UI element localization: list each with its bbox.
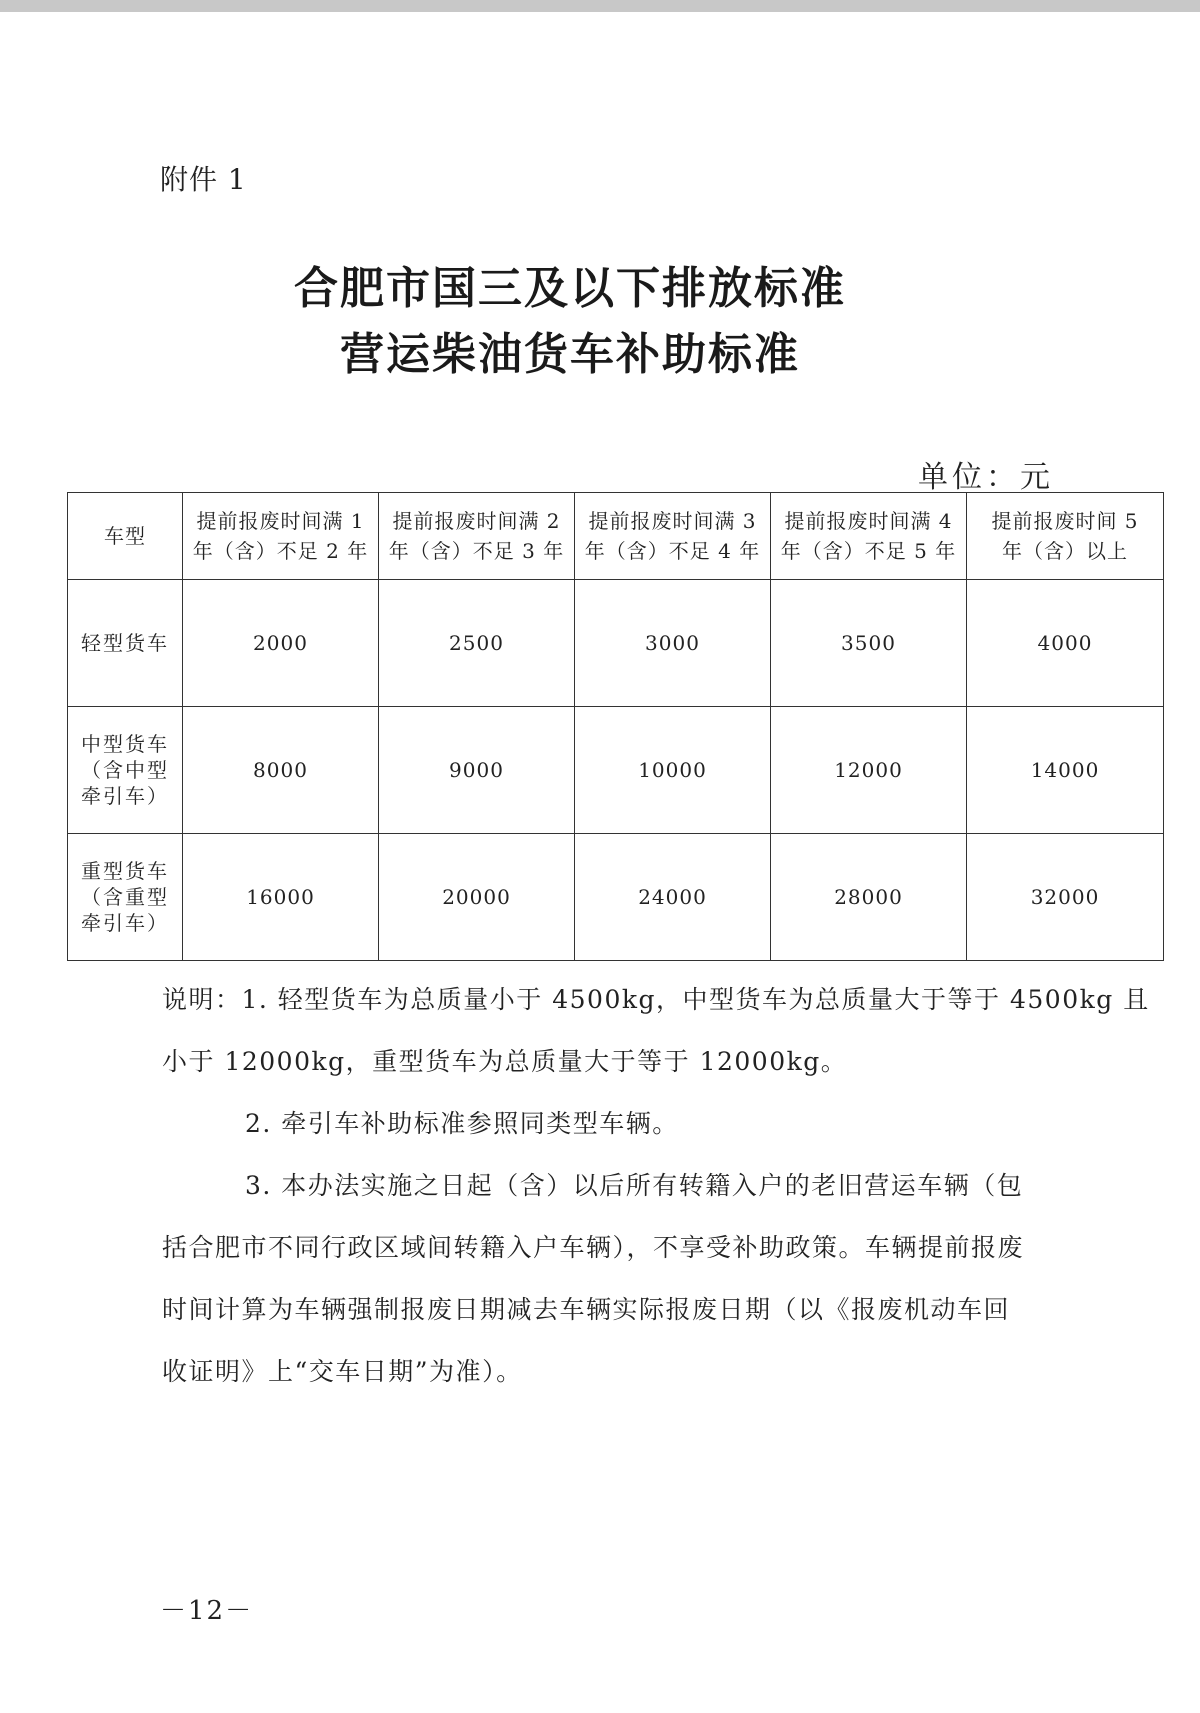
note-line-4: 3. 本办法实施之日起（含）以后所有转籍入户的老旧营运车辆（包 [245, 1171, 1024, 1200]
table-row-light-truck [68, 580, 1164, 707]
subsidy-value-cell: 12000 [771, 707, 967, 834]
vehicle-type-cell [68, 707, 183, 834]
subsidy-value-cell: 16000 [183, 834, 379, 961]
subsidy-value-cell: 2500 [379, 580, 575, 707]
table-header-row [68, 493, 1164, 580]
subsidy-value-cell: 8000 [183, 707, 379, 834]
page-number: －12－ [160, 1596, 254, 1626]
header-text: 年（含）不足 2 年 [192, 539, 369, 563]
vehicle-type-text: 牵引车） [81, 784, 169, 808]
table-row-medium-truck [68, 707, 1164, 834]
vehicle-type-cell [68, 834, 183, 961]
vehicle-type-cell [68, 580, 183, 707]
subsidy-value-cell: 14000 [967, 707, 1164, 834]
subsidy-value-cell: 3000 [575, 580, 771, 707]
document-title-line2: 营运柴油货车补助标准 [340, 329, 800, 380]
note-line-7: 收证明》上“交车日期”为准）。 [162, 1357, 523, 1386]
vehicle-type-text: 牵引车） [81, 911, 169, 935]
note-line-5: 括合肥市不同行政区域间转籍入户车辆），不享受补助政策。车辆提前报废 [162, 1233, 1025, 1262]
note-line-3: 2. 牵引车补助标准参照同类型车辆。 [245, 1109, 679, 1138]
subsidy-value-cell: 2000 [183, 580, 379, 707]
subsidy-value-cell: 10000 [575, 707, 771, 834]
header-cell-2-3-years [379, 493, 575, 580]
subsidy-table [67, 492, 1164, 961]
header-text: 年（含）以上 [1002, 539, 1128, 563]
subsidy-value-cell: 28000 [771, 834, 967, 961]
vehicle-type-text: 轻型货车 [81, 631, 169, 655]
header-text: 年（含）不足 4 年 [584, 539, 761, 563]
vehicle-type-text: 中型货车 [81, 732, 169, 756]
document-title-line1: 合肥市国三及以下排放标准 [294, 263, 846, 314]
header-text: 提前报废时间 5 [991, 509, 1139, 533]
note-line-2: 小于 12000kg，重型货车为总质量大于等于 12000kg。 [162, 1047, 848, 1076]
subsidy-value-cell: 4000 [967, 580, 1164, 707]
header-text: 年（含）不足 5 年 [780, 539, 957, 563]
unit-label: 单位：元 [918, 460, 1054, 495]
subsidy-value-cell: 9000 [379, 707, 575, 834]
header-text: 年（含）不足 3 年 [388, 539, 565, 563]
vehicle-type-text: 重型货车 [81, 859, 169, 883]
vehicle-type-text: （含中型 [81, 758, 169, 782]
subsidy-value-cell: 32000 [967, 834, 1164, 961]
header-cell-4-5-years [771, 493, 967, 580]
header-text: 提前报废时间满 4 [784, 509, 953, 533]
vehicle-type-text: （含重型 [81, 885, 169, 909]
note-line-1: 说明：1. 轻型货车为总质量小于 4500kg，中型货车为总质量大于等于 4500kg 且 [162, 985, 1150, 1014]
header-cell-1-2-years [183, 493, 379, 580]
header-text: 提前报废时间满 3 [588, 509, 757, 533]
top-border-bar [0, 0, 1200, 12]
attachment-label: 附件 1 [160, 163, 247, 196]
header-cell-5-plus-years [967, 493, 1164, 580]
table-row-heavy-truck [68, 834, 1164, 961]
subsidy-value-cell: 20000 [379, 834, 575, 961]
header-cell-vehicle-type [68, 493, 183, 580]
header-text: 提前报废时间满 2 [392, 509, 561, 533]
header-text: 车型 [104, 524, 146, 548]
note-line-6: 时间计算为车辆强制报废日期减去车辆实际报废日期（以《报废机动车回 [162, 1295, 1011, 1324]
header-text: 提前报废时间满 1 [196, 509, 365, 533]
header-cell-3-4-years [575, 493, 771, 580]
subsidy-value-cell: 24000 [575, 834, 771, 961]
subsidy-value-cell: 3500 [771, 580, 967, 707]
